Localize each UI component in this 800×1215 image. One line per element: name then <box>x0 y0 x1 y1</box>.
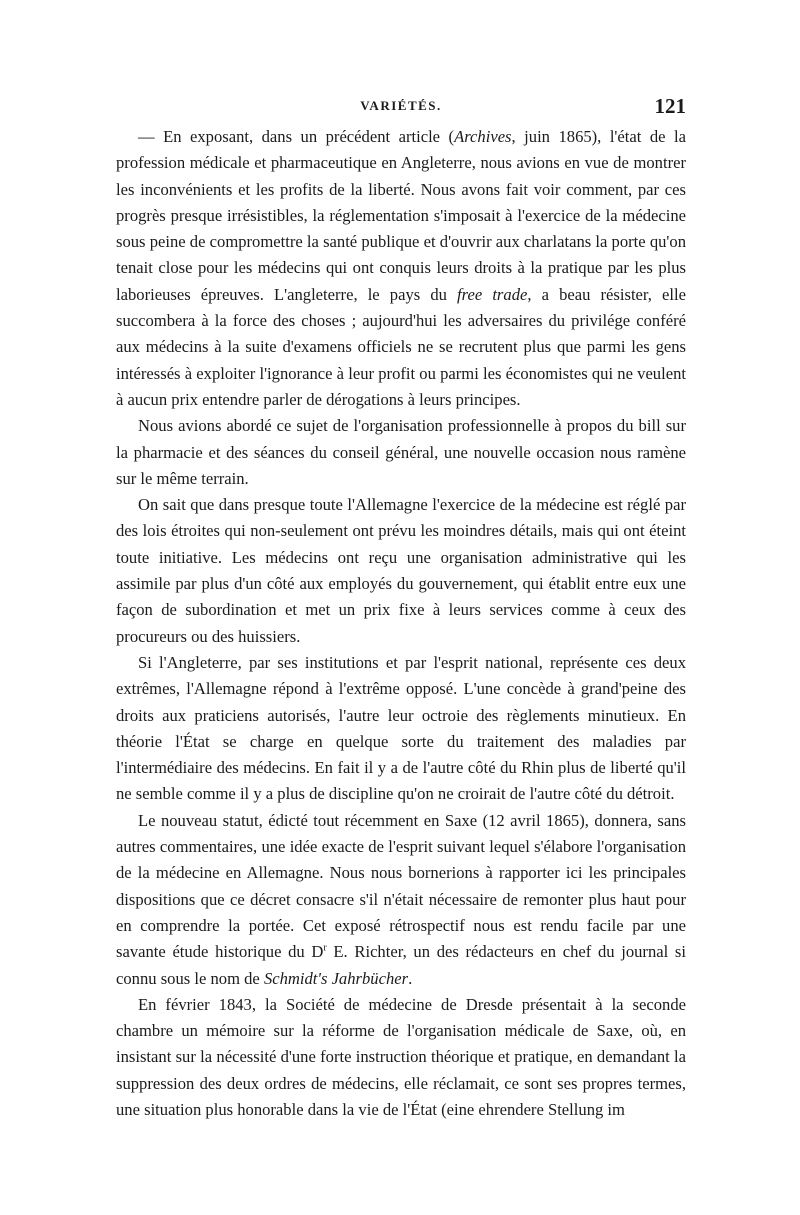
paragraph <box>116 808 686 992</box>
paragraph <box>116 413 686 492</box>
document-page <box>116 94 686 1123</box>
paragraph <box>116 992 686 1123</box>
text-run: , a beau résister, elle succombera à la force des choses ; aujourd'hui les adversaires du privilége conféré aux médecins à la suite d'examens officiels ne se recrutent plus que parmi les gens intéressés à exploiter l'ignorance à leur profit ou parmi les économistes qui ne veulent à aucun prix entendre parler de dérogations à leurs principes. <box>116 284 686 409</box>
text-run: On sait que dans presque toute l'Allemagne l'exercice de la médecine est réglé par des lois étroites qui non-seulement ont prévu les moindres détails, mais qui ont éteint toute initiative. Les médecins ont reçu une organisation administrative qui les assimile par plus d'un côté aux employés du gouvernement, qui établit entre eux une façon de subordination et met un prix fixe à leurs services comme à ceux des procureurs ou des huissiers. <box>116 495 686 646</box>
text-run: , juin 1865), l'état de la profession médicale et pharmaceutique en Angleterre, nous avions en vue de montrer les inconvénients et les profits de la liberté. Nous avons fait voir comment, par ces progrès presque irrésistibles, la réglementation s'imposait à l'exercice de la médecine sous peine de compromettre la santé publique et d'ouvrir aux charlatans la porte qu'on tenait close pour les médecins qui ont conquis leurs droits à la pratique par les plus laborieuses épreuves. L'angleterre, le pays du <box>116 127 686 304</box>
body-text <box>116 124 686 1123</box>
paragraph <box>116 492 686 650</box>
text-run: . <box>408 968 413 988</box>
superscript: r <box>323 942 327 954</box>
italic-text: Archives <box>454 127 512 146</box>
text-run: En février 1843, la Société de médecine de Dresde présentait à la seconde chambre un mémoire sur la réforme de l'organisation médicale de Saxe, où, en insistant sur la nécessité d'une forte instruction théorique et pratique, en demandant la suppression des deux ordres de médecins, elle réclamait, ce sont ses propres termes, une situation plus honorable dans la vie de l'État (eine ehrendere Stellung im <box>116 994 686 1119</box>
text-run: Nous avions abordé ce sujet de l'organisation professionnelle à propos du bill sur la pharmacie et des séances du conseil général, une nouvelle occasion nous ramène sur le même terrain. <box>116 416 686 488</box>
running-head <box>116 94 686 122</box>
paragraph <box>116 650 686 808</box>
paragraph <box>116 124 686 413</box>
text-run: — En exposant, dans un précédent article ( <box>138 127 455 146</box>
running-title: VARIÉTÉS. <box>360 98 442 113</box>
page-number: 121 <box>654 94 686 118</box>
text-run: E. Richter, un des rédacteurs en chef du journal si connu sous le nom de <box>116 942 686 988</box>
text-run: Le nouveau statut, édicté tout récemment en Saxe (12 avril 1865), donnera, sans autres commentaires, une idée exacte de l'esprit suivant lequel s'élabore l'organisation de la médecine en Allemagne. Nous nous bornerions à rapporter ici les principales dispositions que ce décret consacre s'il n'était nécessaire de remonter plus haut pour en comprendre la portée. Cet exposé rétrospectif nous est rendu facile par une savante étude historique du D <box>116 810 686 962</box>
italic-text: free trade <box>457 284 528 304</box>
text-run: Si l'Angleterre, par ses institutions et par l'esprit national, représente ces deux extrêmes, l'Allemagne répond à l'extrême opposé. L'une concède à grand'peine des droits aux praticiens autorisés, l'autre leur octroie des règlements minutieux. En théorie l'État se charge en quelque sorte du traitement des maladies par l'intermédiaire des médecins. En fait il y a de l'autre côté du Rhin plus de liberté qu'il ne semble comme il y a plus de discipline qu'on ne croirait de l'autre côté du détroit. <box>116 652 686 804</box>
italic-text: Schmidt's Jahrbücher <box>263 968 409 988</box>
